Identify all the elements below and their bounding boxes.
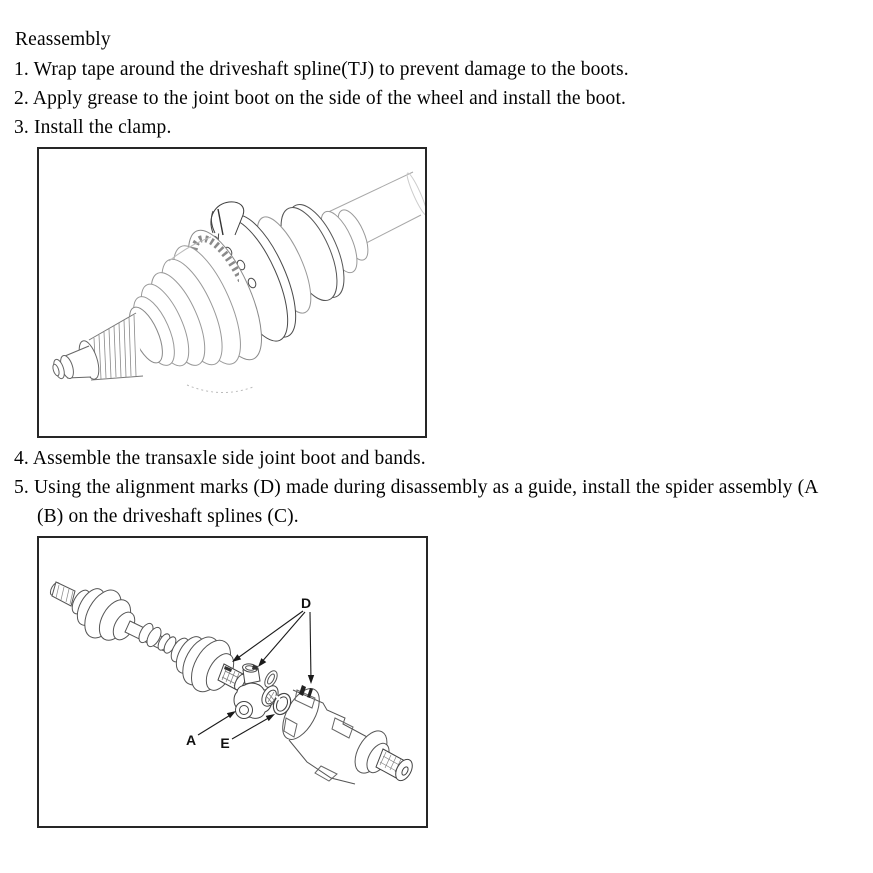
callout-e-label: E	[220, 735, 230, 751]
spider-assembly-illustration	[39, 538, 426, 826]
driveshaft-assembly	[49, 581, 248, 698]
callout-d-label: D	[300, 595, 312, 611]
figure-spider-assembly	[37, 536, 428, 828]
inner-joint-housing	[275, 683, 416, 786]
figure-clamp-installation	[37, 147, 427, 438]
splined-stub-shaft	[52, 313, 143, 381]
driveshaft-clamp-illustration	[39, 149, 425, 436]
step-5-text-line-2: (B) on the driveshaft splines (C).	[37, 506, 299, 527]
step-1-text: 1. Wrap tape around the driveshaft spline(TJ) to prevent damage to the boots.	[14, 59, 629, 80]
step-4-text: 4. Assemble the transaxle side joint boot and bands.	[14, 448, 426, 469]
page-title: Reassembly	[15, 29, 111, 50]
step-2-text: 2. Apply grease to the joint boot on the side of the wheel and install the boot.	[14, 88, 627, 109]
step-3-text: 3. Install the clamp.	[14, 117, 172, 138]
step-5-text-line-1: 5. Using the alignment marks (D) made during disassembly as a guide, install the spider assembly (A	[14, 477, 819, 498]
callout-a-label: A	[185, 732, 197, 748]
